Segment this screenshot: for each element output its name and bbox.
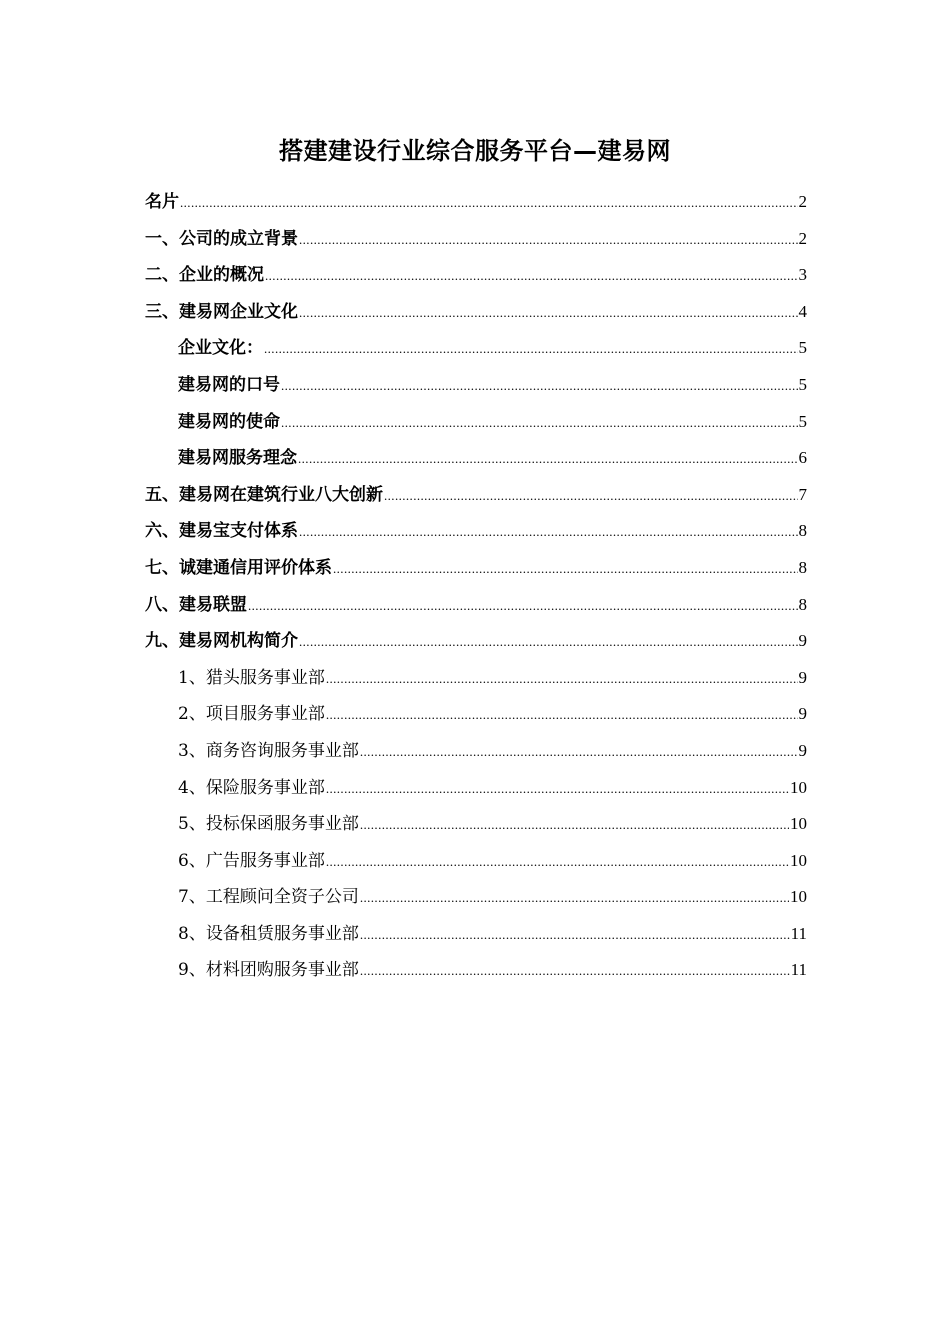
toc-dot-leader <box>333 551 798 588</box>
toc-entry-label: 六、建易宝支付体系 <box>145 521 298 542</box>
toc-dot-leader <box>299 514 798 551</box>
toc-dot-leader <box>299 624 798 661</box>
toc-entry[interactable] <box>145 513 807 550</box>
toc-entry-page-number: 11 <box>790 960 807 980</box>
toc-entry-page-number: 8 <box>798 557 807 577</box>
toc-dot-leader <box>360 880 789 917</box>
toc-entry[interactable] <box>145 221 807 258</box>
toc-entry-page-number: 5 <box>798 374 807 394</box>
toc-entry-label: 8、设备租赁服务事业部 <box>178 923 359 944</box>
toc-entry[interactable] <box>145 477 807 514</box>
toc-entry[interactable] <box>145 294 807 331</box>
toc-entry-page-number: 8 <box>798 521 807 541</box>
toc-entry-label: 7、工程顾问全资子公司 <box>178 887 359 908</box>
toc-dot-leader <box>360 917 790 954</box>
toc-entry[interactable] <box>145 696 807 733</box>
toc-entry-page-number: 3 <box>798 265 807 285</box>
toc-entry[interactable] <box>145 587 807 624</box>
toc-entry-page-number: 10 <box>790 887 807 907</box>
toc-entry-page-number: 10 <box>790 850 807 870</box>
toc-entry[interactable] <box>145 330 807 367</box>
toc-entry-page-number: 5 <box>798 411 807 431</box>
toc-dot-leader <box>299 222 798 259</box>
toc-entry[interactable] <box>145 660 807 697</box>
toc-entry-label: 3、商务咨询服务事业部 <box>178 740 359 761</box>
toc-entry[interactable] <box>145 843 807 880</box>
toc-dot-leader <box>326 844 789 881</box>
toc-dot-leader <box>326 697 798 734</box>
toc-dot-leader <box>264 331 798 368</box>
toc-entry-label: 七、诚建通信用评价体系 <box>145 557 332 578</box>
toc-entry[interactable] <box>145 184 807 221</box>
toc-dot-leader <box>360 807 789 844</box>
toc-entry[interactable] <box>145 440 807 477</box>
toc-dot-leader <box>180 185 798 222</box>
toc-dot-leader <box>281 368 798 405</box>
toc-entry-page-number: 5 <box>798 338 807 358</box>
toc-entry[interactable] <box>145 879 807 916</box>
toc-entry-label: 二、企业的概况 <box>145 265 264 286</box>
toc-entry-label: 企业文化： <box>178 338 263 359</box>
toc-entry-page-number: 9 <box>798 631 807 651</box>
toc-entry-label: 建易网服务理念 <box>178 448 297 469</box>
toc-entry-label: 名片 <box>145 192 179 212</box>
toc-entry-label: 一、公司的成立背景 <box>145 228 298 249</box>
toc-dot-leader <box>360 953 790 990</box>
toc-entry-page-number: 2 <box>798 192 807 211</box>
toc-entry[interactable] <box>145 916 807 953</box>
toc-dot-leader <box>326 661 798 698</box>
table-of-contents <box>145 184 807 989</box>
toc-entry-page-number: 7 <box>798 484 807 504</box>
toc-dot-leader <box>326 771 789 808</box>
toc-entry-label: 八、建易联盟 <box>145 594 247 615</box>
toc-dot-leader <box>299 295 798 332</box>
toc-entry-label: 5、投标保函服务事业部 <box>178 814 359 835</box>
toc-dot-leader <box>248 588 798 625</box>
toc-entry[interactable] <box>145 806 807 843</box>
toc-entry-label: 9、材料团购服务事业部 <box>178 960 359 981</box>
toc-entry-page-number: 10 <box>790 777 807 797</box>
toc-entry-label: 2、项目服务事业部 <box>178 704 325 725</box>
toc-dot-leader <box>360 734 798 771</box>
toc-entry[interactable] <box>145 404 807 441</box>
toc-entry-label: 建易网的使命 <box>178 411 280 432</box>
toc-entry-label: 1、猎头服务事业部 <box>178 667 325 688</box>
document-title: 搭建建设行业综合服务平台—建易网 <box>279 137 671 165</box>
toc-entry[interactable] <box>145 550 807 587</box>
toc-entry-page-number: 2 <box>798 228 807 248</box>
toc-entry-page-number: 11 <box>790 923 807 943</box>
toc-entry-label: 五、建易网在建筑行业八大创新 <box>145 484 383 505</box>
toc-dot-leader <box>298 441 798 478</box>
toc-entry-page-number: 9 <box>798 667 807 687</box>
toc-entry-page-number: 4 <box>798 301 807 321</box>
toc-entry[interactable] <box>145 257 807 294</box>
toc-entry-page-number: 6 <box>798 448 807 468</box>
toc-entry[interactable] <box>145 367 807 404</box>
toc-entry-page-number: 10 <box>790 814 807 834</box>
toc-entry[interactable] <box>145 770 807 807</box>
toc-entry-page-number: 9 <box>798 704 807 724</box>
toc-entry-page-number: 8 <box>798 594 807 614</box>
toc-entry-label: 三、建易网企业文化 <box>145 301 298 322</box>
toc-entry-page-number: 9 <box>798 740 807 760</box>
toc-entry-label: 6、广告服务事业部 <box>178 850 325 871</box>
toc-entry[interactable] <box>145 733 807 770</box>
toc-entry-label: 4、保险服务事业部 <box>178 777 325 798</box>
toc-entry[interactable] <box>145 623 807 660</box>
toc-dot-leader <box>281 405 798 442</box>
toc-dot-leader <box>265 258 798 295</box>
toc-entry-label: 九、建易网机构简介 <box>145 631 298 652</box>
toc-entry[interactable] <box>145 952 807 989</box>
toc-entry-label: 建易网的口号 <box>178 374 280 395</box>
toc-dot-leader <box>384 478 798 515</box>
